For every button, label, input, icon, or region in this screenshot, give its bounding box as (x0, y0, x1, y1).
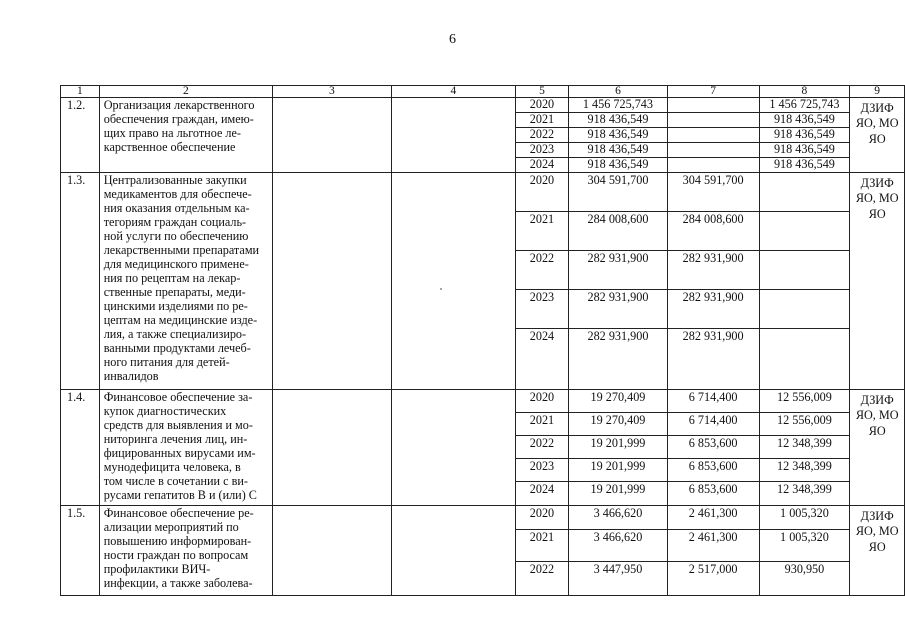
year-cell: 2022 (515, 562, 568, 596)
value-col8: 1 005,320 (759, 506, 850, 530)
value-col7: 6 714,400 (667, 390, 759, 413)
value-col8: 918 436,549 (759, 128, 850, 143)
executor-cell: ДЗИФ ЯО, МО ЯО (850, 390, 905, 506)
col4-cell (391, 98, 515, 173)
col3-cell (272, 390, 391, 506)
item-number: 1.3. (61, 173, 100, 390)
value-col6: 3 466,620 (569, 506, 668, 530)
value-col7: 2 461,300 (667, 506, 759, 530)
section-1-3 (61, 173, 905, 390)
value-col7: 284 008,600 (667, 212, 759, 251)
value-col6: 3 447,950 (569, 562, 668, 596)
year-cell: 2021 (515, 530, 568, 562)
col4-cell (391, 173, 515, 390)
col-header: 2 (99, 86, 272, 98)
value-col7: 282 931,900 (667, 251, 759, 290)
col-header: 6 (569, 86, 668, 98)
value-col8: 930,950 (759, 562, 850, 596)
section-1-5 (61, 506, 905, 596)
year-cell: 2024 (515, 329, 568, 390)
value-col7: 282 931,900 (667, 290, 759, 329)
col3-cell (272, 173, 391, 390)
item-name: Финансовое обеспечение за- купок диагностических средств для выявления и мо- ниторинга лечения лиц, ин- фицированных вирусами им- мунодефицита человека, в том числе в сочетании с ви- русами гепатитов В и (или) С (99, 390, 272, 506)
value-col8: 12 348,399 (759, 436, 850, 459)
value-col6: 282 931,900 (569, 290, 668, 329)
item-name: Организация лекарственного обеспечения граждан, имею- щих право на льготное ле- карственное обеспечение (99, 98, 272, 173)
value-col6: 19 270,409 (569, 413, 668, 436)
value-col7: 6 853,600 (667, 459, 759, 482)
table-row (61, 390, 905, 413)
value-col7: 2 461,300 (667, 530, 759, 562)
value-col7: 6 714,400 (667, 413, 759, 436)
col-header: 8 (759, 86, 850, 98)
year-cell: 2022 (515, 128, 568, 143)
value-col6: 918 436,549 (569, 113, 668, 128)
value-col6: 19 201,999 (569, 436, 668, 459)
value-col8: 12 348,399 (759, 459, 850, 482)
value-col6: 282 931,900 (569, 251, 668, 290)
col3-cell (272, 98, 391, 173)
value-col8 (759, 251, 850, 290)
year-cell: 2020 (515, 390, 568, 413)
section-1-2 (61, 98, 905, 173)
value-col7: 282 931,900 (667, 329, 759, 390)
value-col8 (759, 173, 850, 212)
budget-table (60, 85, 905, 596)
year-cell: 2023 (515, 143, 568, 158)
value-col8: 12 556,009 (759, 390, 850, 413)
col-header: 9 (850, 86, 905, 98)
executor-cell: ДЗИФ ЯО, МО ЯО (850, 173, 905, 390)
value-col8: 12 348,399 (759, 482, 850, 506)
col3-cell (272, 506, 391, 596)
value-col8 (759, 329, 850, 390)
item-number: 1.5. (61, 506, 100, 596)
value-col7: 6 853,600 (667, 482, 759, 506)
value-col8: 12 556,009 (759, 413, 850, 436)
value-col7: 2 517,000 (667, 562, 759, 596)
year-cell: 2023 (515, 459, 568, 482)
value-col6: 918 436,549 (569, 128, 668, 143)
value-col7 (667, 128, 759, 143)
value-col7 (667, 143, 759, 158)
item-name: Финансовое обеспечение ре- ализации мероприятий по повышению информирован- ности граждан по вопросам профилактики ВИЧ- инфекции, а также заболева- (99, 506, 272, 596)
value-col6: 19 201,999 (569, 482, 668, 506)
col-header: 5 (515, 86, 568, 98)
value-col8: 918 436,549 (759, 113, 850, 128)
col-header: 4 (391, 86, 515, 98)
header-row (61, 86, 905, 98)
table-row (61, 98, 905, 113)
value-col7: 304 591,700 (667, 173, 759, 212)
value-col8: 918 436,549 (759, 158, 850, 173)
executor-cell: ДЗИФ ЯО, МО ЯО (850, 98, 905, 173)
table-row (61, 506, 905, 530)
value-col6: 918 436,549 (569, 143, 668, 158)
value-col8: 1 005,320 (759, 530, 850, 562)
page-number: 6 (449, 32, 456, 47)
value-col6: 19 270,409 (569, 390, 668, 413)
value-col6: 304 591,700 (569, 173, 668, 212)
table-row (61, 173, 905, 212)
item-number: 1.2. (61, 98, 100, 173)
year-cell: 2021 (515, 113, 568, 128)
item-name: Централизованные закупки медикаментов для обеспече- ния оказания отдельным ка- тегориям граждан социаль- ной услуги по обеспечению лекарственными препаратами для медицинского примене- ния по рецептам на лекар- ственные препараты, меди- цинскими изделиями по ре- цептам на медицинские изде- лия, а также специализиро- ванными продуктами лечеб- ного питания для детей- инвалидов (99, 173, 272, 390)
year-cell: 2022 (515, 436, 568, 459)
value-col7: 6 853,600 (667, 436, 759, 459)
value-col8: 918 436,549 (759, 143, 850, 158)
col4-cell (391, 506, 515, 596)
year-cell: 2020 (515, 506, 568, 530)
value-col6: 918 436,549 (569, 158, 668, 173)
year-cell: 2020 (515, 98, 568, 113)
executor-cell: ДЗИФ ЯО, МО ЯО (850, 506, 905, 596)
value-col7 (667, 158, 759, 173)
year-cell: 2022 (515, 251, 568, 290)
col-header: 3 (272, 86, 391, 98)
value-col8: 1 456 725,743 (759, 98, 850, 113)
value-col6: 1 456 725,743 (569, 98, 668, 113)
col-header: 1 (61, 86, 100, 98)
col4-cell (391, 390, 515, 506)
year-cell: 2024 (515, 482, 568, 506)
value-col8 (759, 212, 850, 251)
value-col7 (667, 98, 759, 113)
value-col6: 19 201,999 (569, 459, 668, 482)
year-cell: 2020 (515, 173, 568, 212)
year-cell: 2021 (515, 413, 568, 436)
value-col6: 3 466,620 (569, 530, 668, 562)
year-cell: 2023 (515, 290, 568, 329)
value-col6: 284 008,600 (569, 212, 668, 251)
value-col6: 282 931,900 (569, 329, 668, 390)
item-number: 1.4. (61, 390, 100, 506)
col-header: 7 (667, 86, 759, 98)
section-1-4 (61, 390, 905, 506)
year-cell: 2021 (515, 212, 568, 251)
year-cell: 2024 (515, 158, 568, 173)
value-col7 (667, 113, 759, 128)
value-col8 (759, 290, 850, 329)
